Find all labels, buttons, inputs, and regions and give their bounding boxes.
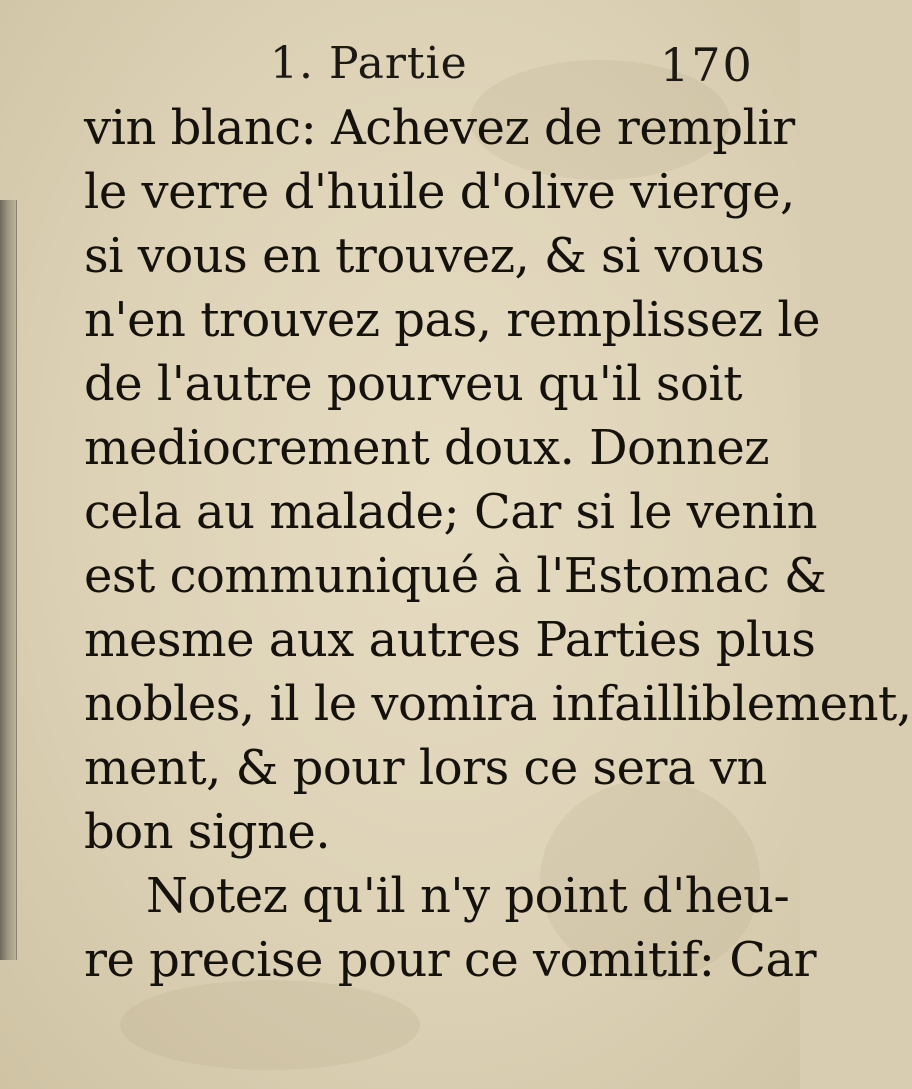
running-head: 1. Partie bbox=[270, 38, 468, 89]
page-header bbox=[0, 38, 800, 98]
text-line: le verre d'huile d'olive vierge, bbox=[84, 164, 795, 220]
page-number: 170 bbox=[660, 38, 754, 92]
paper-stain bbox=[120, 980, 420, 1070]
text-line: bon signe. bbox=[84, 804, 331, 860]
text-line: de l'autre pourveu qu'il soit bbox=[84, 356, 743, 412]
text-line: n'en trouvez pas, remplissez le bbox=[84, 292, 821, 348]
text-line-paragraph-start: Notez qu'il n'y point d'heu- bbox=[146, 868, 790, 924]
text-line: re precise pour ce vomitif: Car bbox=[84, 932, 817, 988]
text-line: si vous en trouvez, & si vous bbox=[84, 228, 765, 284]
text-line: mediocrement doux. Donnez bbox=[84, 420, 770, 476]
text-line: vin blanc: Achevez de remplir bbox=[84, 100, 795, 156]
text-line: nobles, il le vomira infailliblement, bbox=[84, 676, 912, 732]
text-line: cela au malade; Car si le venin bbox=[84, 484, 817, 540]
body-text bbox=[84, 96, 912, 992]
text-line: mesme aux autres Parties plus bbox=[84, 612, 816, 668]
text-line: est communiqué à l'Estomac & bbox=[84, 548, 827, 604]
text-line: ment, & pour lors ce sera vn bbox=[84, 740, 767, 796]
page-binding-edge bbox=[0, 200, 17, 960]
